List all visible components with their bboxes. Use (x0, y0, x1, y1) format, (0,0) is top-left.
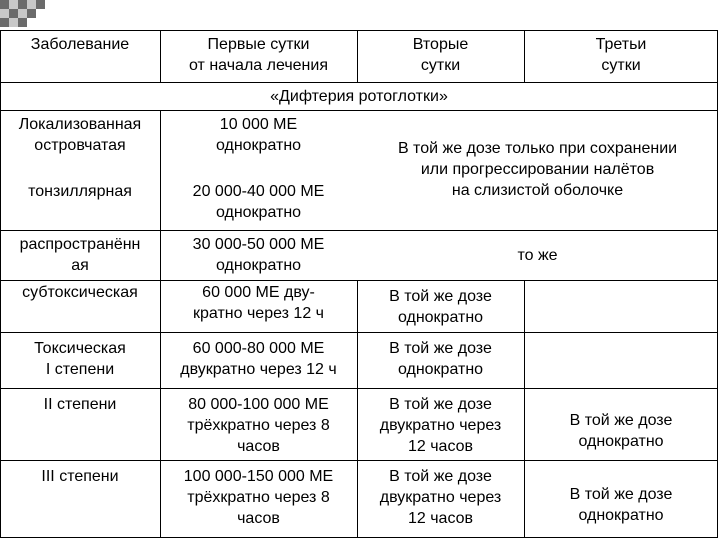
deco-square (27, 0, 36, 9)
row-localized-note (357, 138, 718, 208)
header-day3-line: Третьи (595, 36, 647, 53)
row-toxic2-dose3 (524, 402, 718, 460)
cell-line: кратно через 12 ч (193, 305, 324, 322)
row-toxic2-dose2 (357, 388, 524, 460)
deco-square (18, 18, 27, 27)
cell-line: 12 часов (407, 510, 474, 527)
cell-line: Локализованная (18, 116, 142, 133)
cell-line: то же (517, 246, 558, 264)
row-localized-dose1 (160, 114, 357, 164)
header-day3 (524, 30, 718, 82)
decorative-squares (0, 0, 60, 30)
header-day2-line: Вторые (412, 36, 469, 53)
cell-line: 10 000 МЕ (219, 116, 298, 133)
deco-square (0, 18, 9, 27)
cell-line: двукратно через (379, 417, 502, 434)
deco-square (27, 9, 36, 18)
cell-line: В той же дозе (389, 288, 492, 305)
header-day1-line: Первые сутки (207, 36, 310, 53)
cell-line: В той же дозе (569, 486, 673, 503)
row-localized-name (0, 114, 160, 164)
header-disease-label: Заболевание (30, 36, 130, 53)
row-toxic2-dose1 (160, 388, 357, 460)
header-day2-line: сутки (420, 57, 461, 74)
row-toxic3-dose2 (357, 460, 524, 537)
cell-line: 100 000-150 000 МЕ (183, 468, 334, 485)
cell-line: 60 000-80 000 МЕ (192, 340, 325, 357)
cell-line: 20 000-40 000 МЕ (192, 183, 325, 200)
section-title (0, 82, 718, 110)
cell-line: однократно (215, 204, 302, 221)
cell-line: трёхкратно через 8 (187, 489, 330, 506)
deco-square (36, 0, 45, 9)
cell-line: В той же дозе (389, 468, 492, 485)
cell-line: В той же дозе только при сохранении (397, 140, 678, 157)
table-border-bottom (0, 537, 718, 538)
header-day1 (160, 30, 357, 82)
cell-line: субтоксическая (22, 284, 138, 301)
cell-line: 80 000-100 000 МЕ (188, 396, 329, 413)
deco-square (9, 18, 18, 27)
cell-line: трёхкратно через 8 (187, 417, 330, 434)
cell-line: двукратно через 12 ч (180, 361, 337, 378)
cell-line: однократно (578, 433, 664, 450)
deco-square (9, 9, 18, 18)
diphtheria-dosage-table (0, 30, 718, 538)
cell-line: на слизистой оболочке (451, 182, 624, 199)
row-toxic3-dose1 (160, 460, 357, 537)
cell-line: В той же дозе (389, 396, 492, 413)
row-subtoxic-name (0, 280, 160, 332)
header-day2 (357, 30, 524, 82)
deco-square (18, 9, 27, 18)
cell-line: III степени (41, 468, 119, 485)
row-subtoxic-dose2 (357, 280, 524, 332)
cell-line: Токсическая (34, 340, 126, 357)
deco-square (18, 0, 27, 9)
row-toxic3-dose3 (524, 476, 718, 534)
deco-square (0, 0, 9, 9)
row-subtoxic-dose1 (160, 280, 357, 332)
row-toxic2-name (0, 388, 160, 460)
cell-line: или прогрессировании налётов (420, 161, 655, 178)
cell-line: распространённ (19, 236, 141, 253)
row-tonsillar-dose1 (160, 181, 357, 225)
row-widespread-dose1 (160, 230, 357, 280)
deco-square (0, 9, 9, 18)
cell-line: II степени (43, 396, 117, 413)
cell-line: 12 часов (407, 438, 474, 455)
cell-line: однократно (215, 257, 302, 274)
cell-line: 30 000-50 000 МЕ (192, 236, 325, 253)
row-toxic1-dose2 (357, 332, 524, 388)
cell-line: 60 000 МЕ дву- (202, 284, 315, 301)
cell-line: однократно (215, 137, 302, 154)
cell-line: часов (237, 510, 280, 527)
cell-line: островчатая (34, 137, 126, 154)
header-day3-line: сутки (601, 57, 641, 74)
cell-line: В той же дозе (569, 412, 673, 429)
row-toxic1-dose1 (160, 332, 357, 388)
row-tonsillar-name (0, 181, 160, 221)
cell-line: однократно (397, 309, 484, 326)
cell-line: тонзиллярная (28, 183, 132, 200)
header-day1-line: от начала лечения (189, 57, 328, 74)
cell-line: I степени (45, 361, 115, 378)
cell-line: часов (237, 438, 280, 455)
deco-square (9, 0, 18, 9)
cell-line: двукратно через (379, 489, 502, 506)
row-toxic1-name (0, 332, 160, 388)
section-divider (0, 110, 718, 111)
cell-line: ая (71, 257, 89, 274)
row-widespread-note (357, 230, 718, 280)
cell-line: В той же дозе (389, 340, 492, 357)
section-title-text: «Дифтерия ротоглотки» (270, 87, 448, 105)
row-toxic3-name (0, 460, 160, 537)
header-disease (0, 30, 160, 82)
cell-line: однократно (578, 507, 664, 524)
row-widespread-name (0, 230, 160, 280)
cell-line: однократно (397, 361, 484, 378)
